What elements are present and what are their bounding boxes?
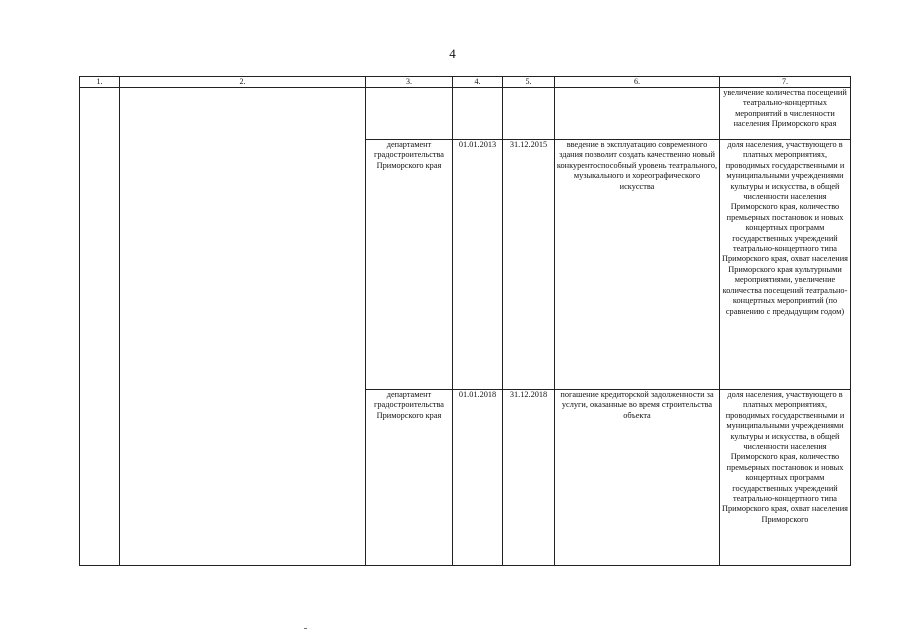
column-header-4: 4. [453,77,503,88]
cell-result: введение в эксплуатацию современного здания позволит создать качественно новый конкурентоспособный уровень театрального, музыкального и хореографического искусства [555,140,720,390]
table-row [80,88,851,140]
cell-number [80,88,120,566]
cell-end-date: 31.12.2015 [503,140,555,390]
cell-indicators: увеличение количества посещений театрально-концертных мероприятий в численности населения Приморского края [720,88,851,140]
program-table [79,76,851,566]
scan-artifact [304,628,307,629]
page-number: 4 [449,46,456,61]
cell-start-date: 01.01.2018 [453,390,503,566]
column-header-3: 3. [366,77,453,88]
cell-description [120,88,366,566]
cell-executor [366,88,453,140]
column-header-7: 7. [720,77,851,88]
column-header-2: 2. [120,77,366,88]
cell-executor: департамент градостроительства Приморского края [366,140,453,390]
column-header-6: 6. [555,77,720,88]
header-row [80,77,851,88]
cell-start-date [453,88,503,140]
cell-indicators: доля населения, участвующего в платных мероприятиях, проводимых государственными и муниципальными учреждениями культуры и искусства, в общей численности населения Приморского края, количество премьерных постановок и новых концертных программ государственных учреждений театрально-концертного типа Приморского края, охват населения Приморского края культурными мероприятиями, увеличение количества посещений театрально-концертных мероприятий (по сравнению с предыдущим годом) [720,140,851,390]
cell-executor: департамент градостроительства Приморского края [366,390,453,566]
cell-start-date: 01.01.2013 [453,140,503,390]
column-header-5: 5. [503,77,555,88]
cell-end-date [503,88,555,140]
cell-result: погашение кредиторской задолженности за услуги, оказанные во время строительства объекта [555,390,720,566]
cell-end-date: 31.12.2018 [503,390,555,566]
cell-indicators: доля населения, участвующего в платных мероприятиях, проводимых государственными и муниципальными учреждениями культуры и искусства, в общей численности населения Приморского края, количество премьерных постановок и новых концертных программ государственных учреждений театрально-концертного типа Приморского края, охват населения Приморского [720,390,851,566]
column-header-1: 1. [80,77,120,88]
cell-result [555,88,720,140]
